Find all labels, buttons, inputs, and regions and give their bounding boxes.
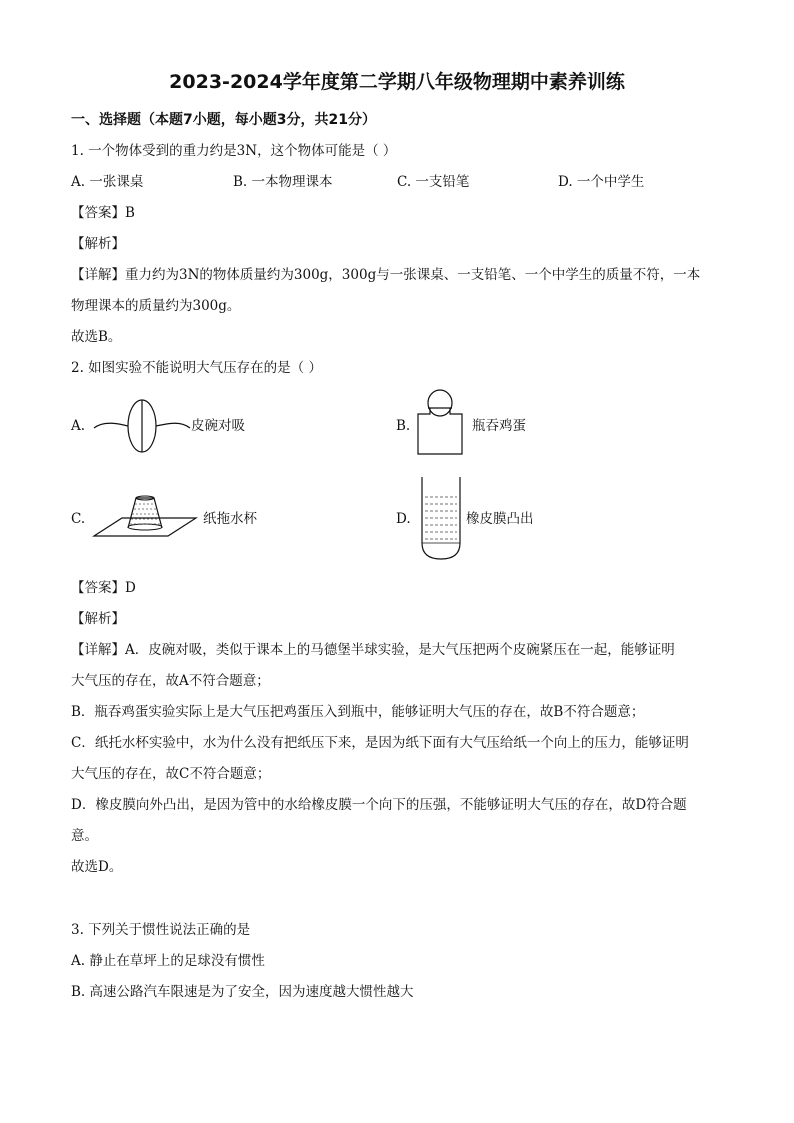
- q1-option-d: D. 一个中学生: [558, 174, 645, 190]
- q1-detail-line2: 物理课本的质量约为300g。: [71, 298, 241, 314]
- q3-option-a: A. 静止在草坪上的足球没有惯性: [71, 953, 265, 969]
- q1-conclusion: 故选B。: [71, 329, 122, 345]
- bottle-egg-figure: [416, 388, 466, 458]
- q2-conclusion: 故选D。: [71, 859, 123, 875]
- q2-analysis-label: 【解析】: [71, 611, 125, 627]
- q2-option-c-letter: C.: [71, 511, 86, 527]
- q2-answer: 【答案】D: [71, 580, 136, 596]
- q2-option-d-letter: D.: [396, 511, 411, 527]
- q2-detail-line: 大气压的存在，故A不符合题意；: [71, 673, 270, 689]
- q2-option-d-caption: 橡皮膜凸出: [466, 511, 534, 527]
- q1-analysis-label: 【解析】: [71, 236, 125, 252]
- q2-detail-line: 大气压的存在，故C不符合题意；: [71, 766, 271, 782]
- q1-option-c: C. 一支铅笔: [397, 174, 470, 190]
- section-heading: 一、选择题（本题7小题，每小题3分，共21分）: [71, 112, 376, 128]
- rubber-membrane-tube-figure: [416, 475, 466, 561]
- q2-option-b-letter: B.: [396, 418, 411, 434]
- q2-stem: 2. 如图实验不能说明大气压存在的是（ ）: [71, 360, 322, 376]
- q3-stem: 3. 下列关于惯性说法正确的是: [71, 922, 251, 938]
- page-title: 2023-2024学年度第二学期八年级物理期中素养训练: [169, 71, 625, 93]
- suction-cups-figure: [92, 398, 192, 454]
- q2-detail-line: B．瓶吞鸡蛋实验实际上是大气压把鸡蛋压入到瓶中，能够证明大气压的存在，故B不符合题意；: [71, 704, 645, 720]
- q1-option-b: B. 一本物理课本: [233, 174, 333, 190]
- q2-option-a-caption: 皮碗对吸: [191, 418, 245, 434]
- q2-detail-line: C．纸托水杯实验中，水为什么没有把纸压下来，是因为纸下面有大气压给纸一个向上的压力，能够证明: [71, 735, 689, 751]
- q1-option-a: A. 一张课桌: [71, 174, 144, 190]
- q2-option-b-caption: 瓶吞鸡蛋: [472, 418, 526, 434]
- q2-detail-line: 【详解】A．皮碗对吸，类似于课本上的马德堡半球实验，是大气压把两个皮碗紧压在一起，能够证明: [71, 642, 675, 658]
- paper-cup-figure: [92, 492, 202, 540]
- q2-option-a-letter: A.: [71, 418, 86, 434]
- q1-stem: 1. 一个物体受到的重力约是3N，这个物体可能是（ ）: [71, 143, 397, 159]
- q2-option-c-caption: 纸拖水杯: [203, 511, 257, 527]
- q3-option-b: B. 高速公路汽车限速是为了安全，因为速度越大惯性越大: [71, 984, 414, 1000]
- q2-detail-line: D．橡皮膜向外凸出，是因为管中的水给橡皮膜一个向下的压强，不能够证明大气压的存在，故D符合题: [71, 797, 687, 813]
- q1-answer: 【答案】B: [71, 205, 135, 221]
- q1-detail-line1: 【详解】重力约为3N的物体质量约为300g，300g与一张课桌、一支铅笔、一个中学生的质量不符，一本: [71, 267, 701, 283]
- q2-detail-line: 意。: [71, 828, 98, 844]
